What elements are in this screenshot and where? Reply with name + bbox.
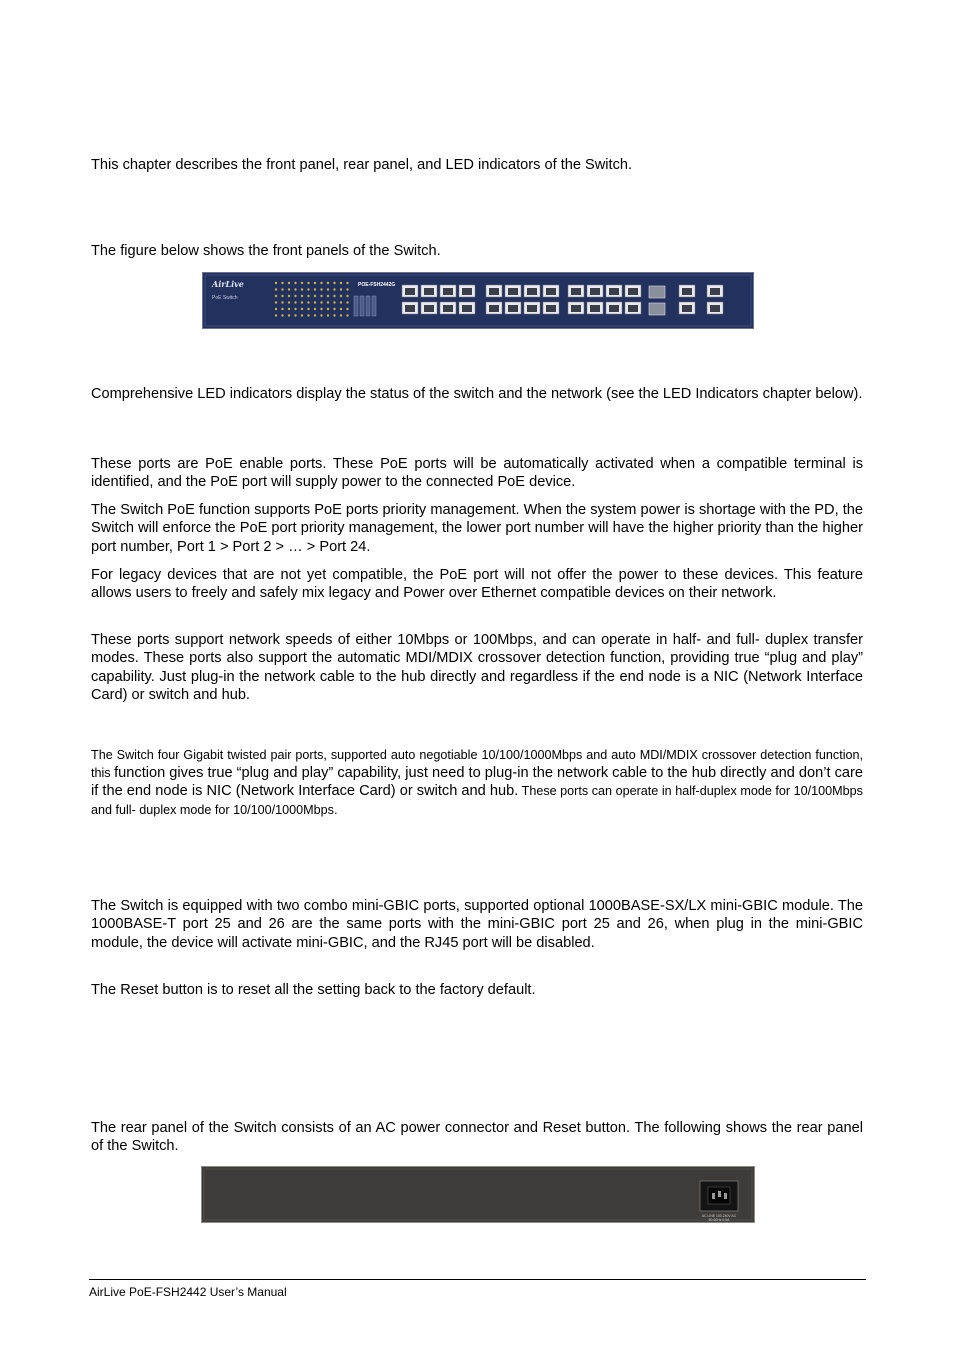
- gigabit-paragraph: [91, 746, 863, 819]
- led-dot: [327, 282, 329, 284]
- led-dot: [275, 301, 277, 303]
- rj45-port-socket: [682, 288, 692, 295]
- led-dot: [301, 308, 303, 310]
- led-bar: [360, 296, 364, 316]
- led-dot: [314, 288, 316, 290]
- rear-label-line-2: 50-60Hz 0.5A: [708, 1218, 730, 1222]
- gbic-paragraph: The Switch is equipped with two combo mini-GBIC ports, supported optional 1000BASE-SX/LX mini-GBIC module. The 1000BASE-T port 25 and 26 are the same ports with the mini-GBIC port 25 and 26, when plug in the mini-GBIC module, the device will activate mini-GBIC, and the RJ45 port will be disabled.: [91, 898, 863, 951]
- ac-power-connector: [700, 1181, 738, 1211]
- led-dot: [281, 314, 283, 316]
- led-dot: [340, 282, 342, 284]
- rj45-port-socket: [508, 288, 518, 295]
- poe-paragraph-2: The Switch PoE function supports PoE ports priority management. When the system power is shortage with the PD, the Switch will enforce the PoE port priority management, the lower port number will have the higher priority than the higher port number, Port 1 > Port 2 > … > Port 24.: [91, 502, 863, 555]
- led-dot: [314, 282, 316, 284]
- led-dot: [346, 295, 348, 297]
- led-dot: [327, 288, 329, 290]
- led-dot: [307, 314, 309, 316]
- poe-paragraph-1: These ports are PoE enable ports. These PoE ports will be automatically activated when a compatible terminal is identified, and the PoE port will supply power to the connected PoE device.: [91, 456, 863, 491]
- led-dot: [301, 301, 303, 303]
- footer-rule: [89, 1279, 866, 1280]
- rj45-port-socket: [710, 288, 720, 295]
- led-dot: [301, 288, 303, 290]
- led-dot: [307, 282, 309, 284]
- led-dot: [333, 295, 335, 297]
- led-dot: [288, 301, 290, 303]
- rj45-port-socket: [590, 305, 600, 312]
- led-dot: [307, 301, 309, 303]
- rj45-port-socket: [609, 288, 619, 295]
- led-dot: [340, 301, 342, 303]
- poe-paragraph-3: For legacy devices that are not yet compatible, the PoE port will not offer the power to these devices. This feature allows users to freely and safely mix legacy and Power over Ethernet compatible devices on their network.: [91, 567, 863, 602]
- led-dot: [340, 314, 342, 316]
- gigabit-text-a: The Switch four Gigabit twisted pair ports, supported auto negotiable 10/100/1000Mbps and auto MDI/MDIX crossover detection function, this: [91, 748, 863, 781]
- rear-panel-image: [201, 1166, 755, 1223]
- rj45-port-socket: [424, 288, 434, 295]
- led-dot: [333, 301, 335, 303]
- rj45-port-socket: [443, 305, 453, 312]
- led-dot: [281, 301, 283, 303]
- led-dot: [346, 314, 348, 316]
- footer-text: AirLive PoE-FSH2442 User’s Manual: [89, 1285, 287, 1299]
- rj45-port-socket: [590, 288, 600, 295]
- reset-paragraph: The Reset button is to reset all the setting back to the factory default.: [91, 982, 536, 998]
- led-dot: [327, 314, 329, 316]
- front-brand-logo: AirLive: [212, 279, 244, 289]
- led-dot: [288, 295, 290, 297]
- rj45-port-socket: [609, 305, 619, 312]
- led-dot: [288, 314, 290, 316]
- led-dot: [281, 295, 283, 297]
- led-dot: [320, 282, 322, 284]
- led-dot: [346, 282, 348, 284]
- led-dot: [333, 282, 335, 284]
- rj45-port-socket: [424, 305, 434, 312]
- led-paragraph: Comprehensive LED indicators display the status of the switch and the network (see the LED Indicators chapter below).: [91, 386, 863, 402]
- led-dot: [301, 314, 303, 316]
- led-dot: [346, 288, 348, 290]
- led-dot: [294, 295, 296, 297]
- led-dot: [288, 288, 290, 290]
- front-model-label: POE-FSH2442G: [358, 282, 396, 288]
- led-dot: [314, 301, 316, 303]
- led-dot: [294, 314, 296, 316]
- intro-paragraph: This chapter describes the front panel, rear panel, and LED indicators of the Switch.: [91, 157, 633, 173]
- led-dot: [346, 308, 348, 310]
- led-dot: [320, 295, 322, 297]
- rj45-port-socket: [682, 305, 692, 312]
- rj45-port-socket: [571, 288, 581, 295]
- led-dot: [320, 308, 322, 310]
- rear-panel-intro: The rear panel of the Switch consists of an AC power connector and Reset button. The following shows the rear panel of the Switch.: [91, 1120, 863, 1155]
- led-bar: [366, 296, 370, 316]
- rj45-port-socket: [489, 288, 499, 295]
- led-dot: [294, 282, 296, 284]
- led-dot: [314, 308, 316, 310]
- led-dot: [314, 295, 316, 297]
- gigabit-text-c: These ports can operate in half-duplex mode for 10/100Mbps and full- duplex mode for 10/100/1000Mbps.: [91, 784, 863, 817]
- led-dot: [327, 308, 329, 310]
- led-bar: [372, 296, 376, 316]
- poe-paragraph-4: These ports support network speeds of either 10Mbps or 100Mbps, and can operate in half- and full- duplex transfer modes. These ports also support the automatic MDI/MDIX crossover detection function, providing true “plug and play” capability. Just plug-in the network cable to the hub directly and regardless if the end node is a NIC (Network Interface Card) or switch and hub.: [91, 632, 863, 704]
- led-dot: [281, 282, 283, 284]
- front-panel-intro: The figure below shows the front panels of the Switch.: [91, 243, 441, 259]
- rj45-port-socket: [527, 305, 537, 312]
- led-dot: [320, 288, 322, 290]
- rj45-port-socket: [462, 305, 472, 312]
- led-dot: [281, 308, 283, 310]
- led-dot: [281, 288, 283, 290]
- led-dot: [275, 314, 277, 316]
- rear-label-line-1: AC LINE 100-240V AC: [701, 1214, 737, 1218]
- led-dot: [301, 282, 303, 284]
- rj45-port-socket: [508, 305, 518, 312]
- led-dot: [320, 314, 322, 316]
- led-dot: [340, 308, 342, 310]
- led-dot: [307, 308, 309, 310]
- led-dot: [288, 282, 290, 284]
- rj45-port-socket: [443, 288, 453, 295]
- front-sub-label: PoE Switch: [212, 295, 238, 301]
- led-dot: [307, 288, 309, 290]
- led-dot: [301, 295, 303, 297]
- gigabit-text-b: function gives true “plug and play” capability, just need to plug-in the network cable to the hub directly and don’t care if the end node is NIC (Network Interface Card) or switch and hub.: [91, 765, 863, 800]
- front-panel-image: [202, 272, 754, 329]
- led-dot: [307, 295, 309, 297]
- rj45-port-socket: [489, 305, 499, 312]
- led-dot: [294, 308, 296, 310]
- led-dot: [275, 295, 277, 297]
- rj45-port-socket: [546, 305, 556, 312]
- led-dot: [275, 308, 277, 310]
- rj45-port-socket: [628, 288, 638, 295]
- led-dot: [327, 301, 329, 303]
- led-dot: [346, 301, 348, 303]
- rj45-port-socket: [628, 305, 638, 312]
- led-dot: [333, 314, 335, 316]
- led-bar: [354, 296, 358, 316]
- led-dot: [327, 295, 329, 297]
- led-dot: [333, 288, 335, 290]
- led-dot: [275, 288, 277, 290]
- led-dot: [275, 282, 277, 284]
- led-dot: [340, 295, 342, 297]
- rj45-port-socket: [710, 305, 720, 312]
- led-dot: [320, 301, 322, 303]
- rj45-port-socket: [571, 305, 581, 312]
- led-dot: [314, 314, 316, 316]
- led-dot: [340, 288, 342, 290]
- led-dot: [333, 308, 335, 310]
- led-dot: [294, 288, 296, 290]
- rj45-port-socket: [405, 288, 415, 295]
- rj45-port-socket: [405, 305, 415, 312]
- led-dot: [294, 301, 296, 303]
- rj45-port-socket: [546, 288, 556, 295]
- led-dot: [288, 308, 290, 310]
- rj45-port-socket: [462, 288, 472, 295]
- rj45-port-socket: [527, 288, 537, 295]
